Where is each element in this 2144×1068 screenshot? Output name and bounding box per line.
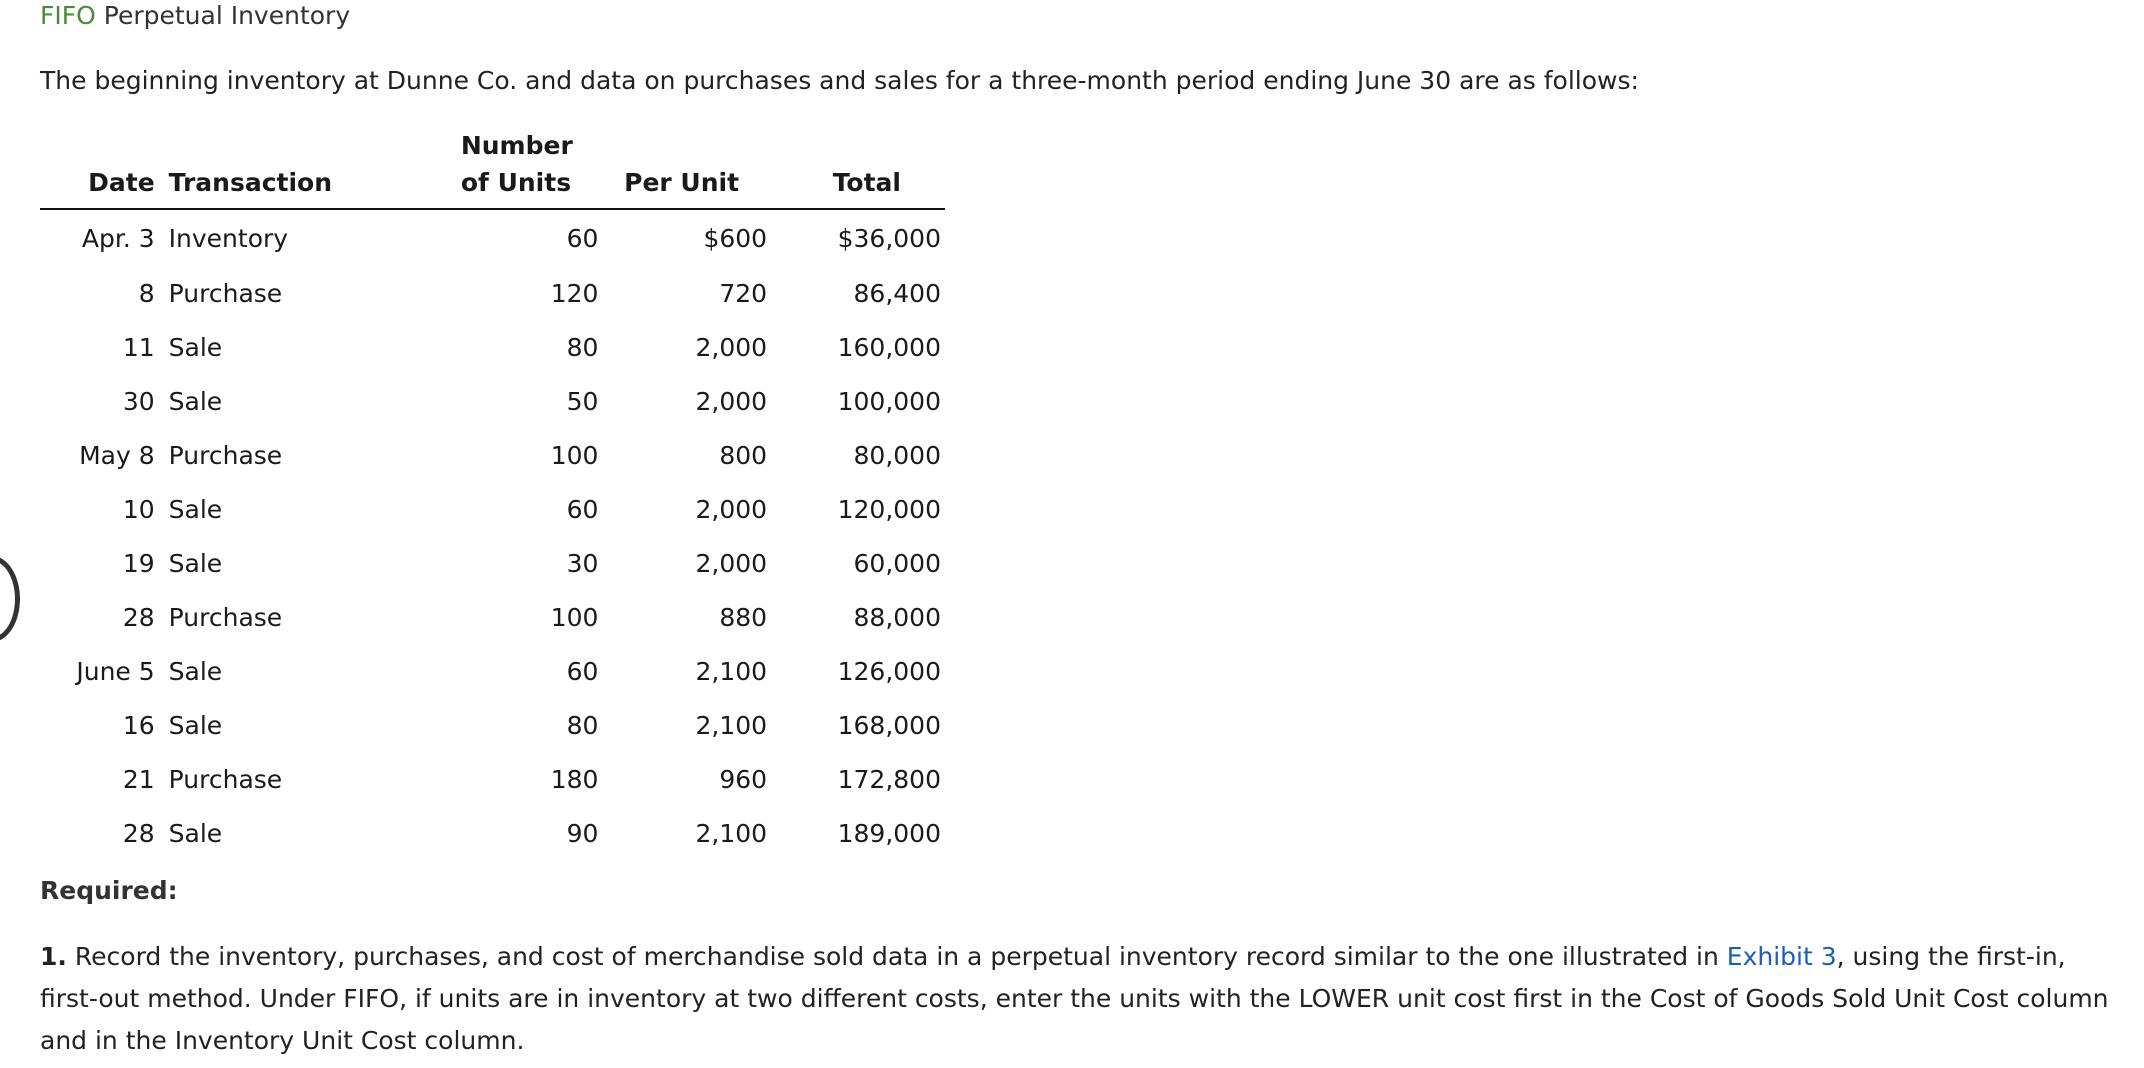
cell-per-unit: 2,000 [695,332,768,362]
cell-date: 28 [122,818,155,848]
header-units-top: Number [460,131,573,160]
cell-units: 50 [566,386,599,416]
required-heading: Required: [40,876,178,905]
cell-total: 86,400 [853,278,941,308]
cell-units: 30 [566,548,599,578]
cell-total: 168,000 [837,710,941,740]
cell-date: 28 [122,602,155,632]
table-row [40,644,945,698]
cell-total: 100,000 [837,386,941,416]
cell-date: Apr. 3 [81,223,155,253]
cell-total: 126,000 [837,656,941,686]
cell-transaction: Sale [168,818,223,848]
header-transaction: Transaction [155,160,413,209]
cell-date: 21 [122,764,155,794]
cell-units: 100 [550,440,599,470]
cell-date: 11 [122,332,155,362]
requirement-text-after: , using the first-in, first-out method. Under FIFO, if units are in inventory at two different costs, enter the units with the LOWER unit cost first in the Cost of Goods Sold Unit Cost column and in the Inventory Unit Cost column. [40,942,2109,1055]
cell-per-unit: 2,000 [695,548,768,578]
requirement-text-before: Record the inventory, purchases, and cost of merchandise sold data in a perpetual inventory record similar to the one illustrated in [74,942,1727,971]
header-units-bottom: of Units [413,160,599,209]
table-row [40,590,945,644]
cell-per-unit: 880 [719,602,768,632]
cell-per-unit: 720 [719,278,768,308]
cell-units: 60 [566,656,599,686]
cell-units: 80 [566,332,599,362]
cell-per-unit: 2,100 [695,710,768,740]
cell-transaction: Sale [168,386,223,416]
table-row [40,209,945,266]
cell-units: 80 [566,710,599,740]
cell-transaction: Purchase [168,602,283,632]
table-row [40,536,945,590]
requirement-paragraph [40,936,2130,1062]
inventory-data-table [40,118,945,860]
cell-transaction: Sale [168,710,223,740]
cell-transaction: Sale [168,332,223,362]
cell-per-unit: 2,100 [695,818,768,848]
cell-per-unit: 960 [719,764,768,794]
cell-date: May 8 [79,440,155,470]
cell-transaction: Inventory [168,223,289,253]
cell-total: 189,000 [837,818,941,848]
cell-per-unit: 800 [719,440,768,470]
table-row [40,482,945,536]
table-header-row [40,160,945,209]
cell-total: 88,000 [853,602,941,632]
table-row [40,752,945,806]
cell-date: 30 [122,386,155,416]
cell-date: 10 [122,494,155,524]
table-row [40,374,945,428]
cell-total: 160,000 [837,332,941,362]
cell-total: 80,000 [853,440,941,470]
exhibit-3-link[interactable]: Exhibit 3 [1726,942,1837,971]
cell-transaction: Sale [168,656,223,686]
cell-transaction: Sale [168,548,223,578]
cell-date: 19 [122,548,155,578]
cell-units: 120 [550,278,599,308]
cell-date: 8 [138,278,155,308]
cell-date: June 5 [76,656,155,686]
table-row [40,698,945,752]
cell-per-unit: 2,000 [695,386,768,416]
cell-per-unit: 2,000 [695,494,768,524]
table-row [40,266,945,320]
page-title [40,0,350,32]
header-date: Date [40,160,155,209]
cell-total: 120,000 [837,494,941,524]
cell-transaction: Purchase [168,440,283,470]
cell-total: 172,800 [837,764,941,794]
cell-transaction: Sale [168,494,223,524]
cell-units: 60 [566,223,599,253]
title-keyword: FIFO [40,1,96,30]
table-header-row-top [40,118,945,160]
cell-per-unit: $600 [703,223,768,253]
cell-total: 60,000 [853,548,941,578]
cell-units: 90 [566,818,599,848]
cell-units: 60 [566,494,599,524]
header-per-unit: Per Unit [598,160,767,209]
cell-units: 100 [550,602,599,632]
cell-date: 16 [122,710,155,740]
table-row [40,806,945,860]
requirement-number: 1. [40,942,67,971]
table-row [40,320,945,374]
intro-text: The beginning inventory at Dunne Co. and data on purchases and sales for a three-month period ending June 30 are as follows: [40,66,1639,95]
title-text: Perpetual Inventory [103,1,351,30]
partial-circle-icon [0,556,20,642]
cell-per-unit: 2,100 [695,656,768,686]
table-row [40,428,945,482]
cell-transaction: Purchase [168,764,283,794]
cell-units: 180 [550,764,599,794]
cell-total: $36,000 [837,223,941,253]
cell-transaction: Purchase [168,278,283,308]
header-total: Total [767,160,945,209]
